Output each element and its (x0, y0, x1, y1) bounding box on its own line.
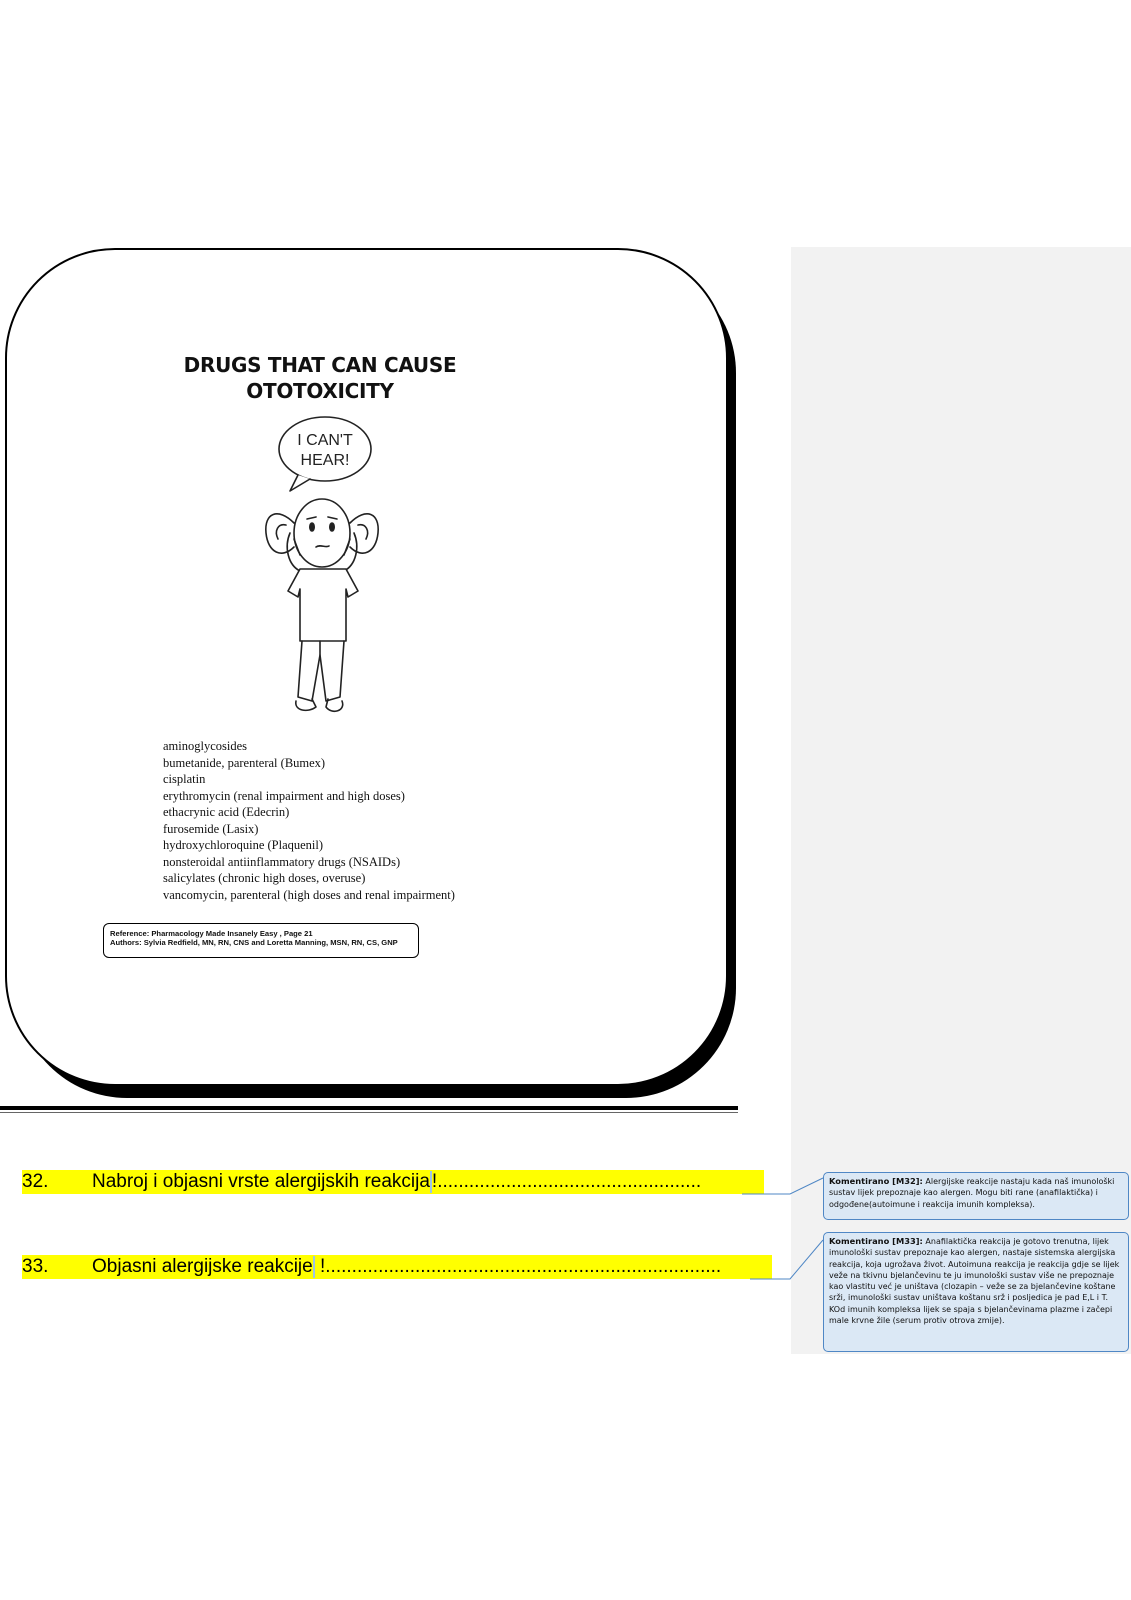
question-text: Objasni alergijske reakcije (92, 1256, 313, 1277)
drug-item: cisplatin (163, 772, 206, 786)
drug-item: bumetanide, parenteral (Bumex) (163, 755, 326, 770)
comment-text: Alergijske reakcije nastaju kada naš imunološki sustav lijek prepoznaje kao alergen. Mogu biti rane (anafilaktička) i odgođene(autoimune i reakcija imunih kompleksa). (829, 1177, 1115, 1209)
drug-item: hydroxychloroquine (Plaquenil) (163, 838, 324, 852)
drug-item: furosemide (Lasix) (163, 821, 259, 836)
speech-bubble-line-1: I CAN'T (297, 432, 353, 449)
question-text: Nabroj i objasni vrste alergijskih reakcija (92, 1171, 430, 1192)
question-number: 33. (22, 1256, 49, 1277)
drug-item: ethacrynic acid (Edecrin) (163, 805, 290, 819)
question-dots: !.................................................. (431, 1171, 702, 1192)
comment-label: Komentirano [M33]: (829, 1236, 923, 1246)
cartoon-person-illustration (260, 415, 390, 735)
drug-item: salicylates (chronic high doses, overuse) (163, 871, 366, 885)
comment-bubble-m33[interactable] (823, 1232, 1129, 1352)
speech-bubble (279, 417, 371, 481)
reference-line: Reference: Pharmacology Made Insanely Easy , Page 21 (110, 929, 313, 938)
question-dots: !........................................................................... (314, 1256, 722, 1277)
horizontal-rule (0, 1106, 738, 1110)
drug-list (163, 738, 455, 903)
authors-line: Authors: Sylvia Redfield, MN, RN, CNS and Loretta Manning, MSN, RN, CS, GNP (110, 938, 398, 947)
drug-item: vancomycin, parenteral (high doses and renal impairment) (163, 887, 455, 902)
comment-text: Anafilaktička reakcija je gotovo trenutna, lijek imunološki sustav prepoznaje kao alergen, nastaje sistemska alergijska reakcija, koja ugrožava život. Autoimuna reakcija je reakcija gdje se lijek veže na tkivnu bjelančevinu te ju imunološki sustav više ne prepoznaje kao vlastitu već je uništava (clozapin – veže se za bjelančevine koštane srži, imunološki sustav uništava koštanu srž i posljedica je pad E,L i T. KOd imunih kompleksa lijek se spaja s bjelančevinama plazme i začepi male krvne žile (serum protiv otrova zmije). (829, 1237, 1120, 1326)
question-32[interactable] (22, 1170, 764, 1194)
question-33[interactable] (22, 1255, 772, 1279)
speech-bubble-line-2: HEAR! (300, 452, 350, 469)
drug-item: erythromycin (renal impairment and high doses) (163, 788, 405, 803)
figure-title: DRUGS THAT CAN CAUSE OTOTOXICITY (183, 353, 457, 403)
horizontal-rule-thin (0, 1112, 738, 1113)
reference-box (103, 923, 419, 958)
comment-label: Komentirano [M32]: (829, 1176, 923, 1186)
drug-item: nonsteroidal antiinflammatory drugs (NSAIDs) (163, 854, 401, 869)
head (294, 499, 350, 567)
question-number: 32. (22, 1171, 49, 1192)
drug-item: aminoglycosides (163, 739, 248, 753)
comment-bubble-m32[interactable] (823, 1172, 1129, 1220)
